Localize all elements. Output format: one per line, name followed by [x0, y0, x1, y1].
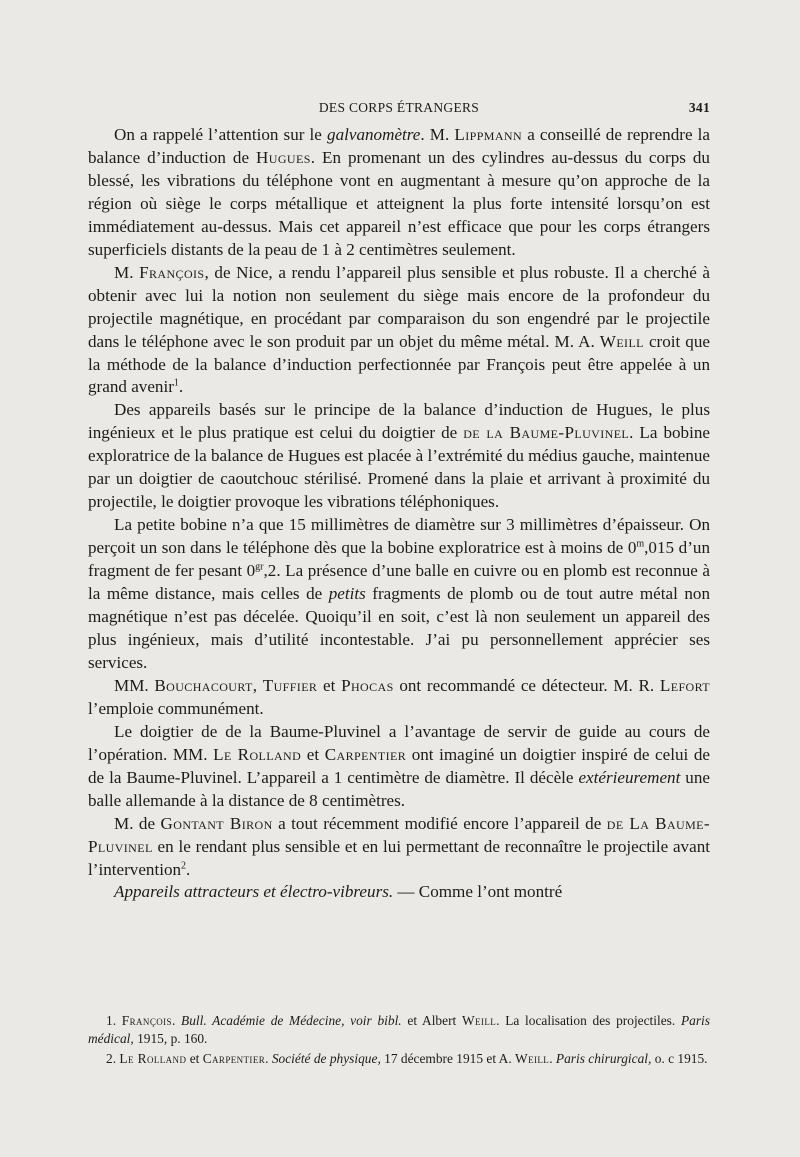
running-title: DES CORPS ÉTRANGERS	[318, 100, 480, 115]
paragraph-attracteurs: Appareils attracteurs et électro-vibreurs. — Comme l’ont montré	[114, 882, 563, 902]
paragraph-gontant-biron: M. de Gontant Biron a tout récemment modifié encore l’appareil de de La Baume-Pluvinel en le rendant plus sensible et en lui permettant de reconnaître le projectile avant l’intervention$^2$.	[88, 813, 710, 879]
footnote-ref-1: 1	[173, 377, 179, 389]
footnote-ref-2: 2	[181, 859, 187, 871]
footnote-2: 2. Le Rolland et Carpentier. Société de physique, 17 décembre 1915 et A. Weill. Paris chirurgical, o. c 1915.	[106, 1051, 708, 1066]
page-header	[88, 98, 710, 118]
paragraph-detecteur: MM. Bouchacourt, Tuffier et Phocas ont recommandé ce détecteur. M. R. Lefort l’emploie communément.	[88, 675, 710, 718]
body-text	[88, 124, 710, 904]
paragraph-guide: Le doigtier de de la Baume-Pluvinel a l’avantage de servir de guide au cours de l’opération. MM. Le Rolland et Carpentier ont imaginé un doigtier inspiré de celui de de la Baume-Pluvinel. L’appareil a 1 centimètre de diamètre. Il décèle extérieurement une balle allemande à la distance de 8 centimètres.	[88, 721, 710, 810]
paragraph-galvanometre: On a rappelé l’attention sur le galvanomètre. M. Lippmann a conseillé de reprendre la balance d’induction de Hugues. En promenant un des cylindres au-dessus du corps du blessé, les vibrations du téléphone vont en augmentant à mesure qu’on approche de la région où siège le corps métallique et atteignent la plus forte intensité lorsqu’on est immédiatement au-dessus. Mais cet appareil n’est efficace que pour les corps étrangers superficiels distants de la peau de 1 à 2 centimètres seulement.	[88, 125, 710, 259]
footnote-1: 1. François. Bull. Académie de Médecine, voir bibl. et Albert Weill. La localisation des projectiles. Paris médical, 1915, p. 160.	[88, 1013, 710, 1046]
paragraph-doigtier: Des appareils basés sur le principe de la balance d’induction de Hugues, le plus ingénieux et le plus pratique est celui du doigtier de de la Baume-Pluvinel. La bobine exploratrice de la balance de Hugues est placée à l’extrémité du médius gauche, maintenue par un doigtier de caoutchouc stérilisé. Promené dans la plaie et arrivant à proximité du projectile, le doigtier provoque les vibrations téléphoniques.	[88, 400, 710, 512]
paragraph-francois: M. François, de Nice, a rendu l’appareil plus sensible et plus robuste. Il a cherché à obtenir avec lui la notion non seulement du siège mais encore de la profondeur du projectile magnétique, en procédant par comparaison du son engendré par le projectile dans le téléphone avec le son produit par un objet du même métal. M. A. Weill croit que la méthode de la balance d’induction perfectionnée par François peut être appelée à un grand avenir$^1$.	[88, 262, 710, 397]
paragraph-petite-bobine: La petite bobine n’a que 15 millimètres de diamètre sur 3 millimètres d’épaisseur. On perçoit un son dans le téléphone dès que la bobine exploratrice est à moins de 0$^m$,015 d’un fragment de fer pesant $0^{gr},2$. La présence d’une balle en cuivre ou en plomb est reconnue à la même distance, mais celles de petits fragments de plomb ou de tout autre métal non magnétique n’est pas décelée. Quoiqu’il en soit, c’est là non seulement un appareil des plus ingénieux, mais d’utilité incontestable. J’ai pu personnellement apprécier ses services.	[88, 515, 710, 672]
page-number: 341	[688, 100, 710, 115]
footnotes	[88, 1012, 710, 1070]
